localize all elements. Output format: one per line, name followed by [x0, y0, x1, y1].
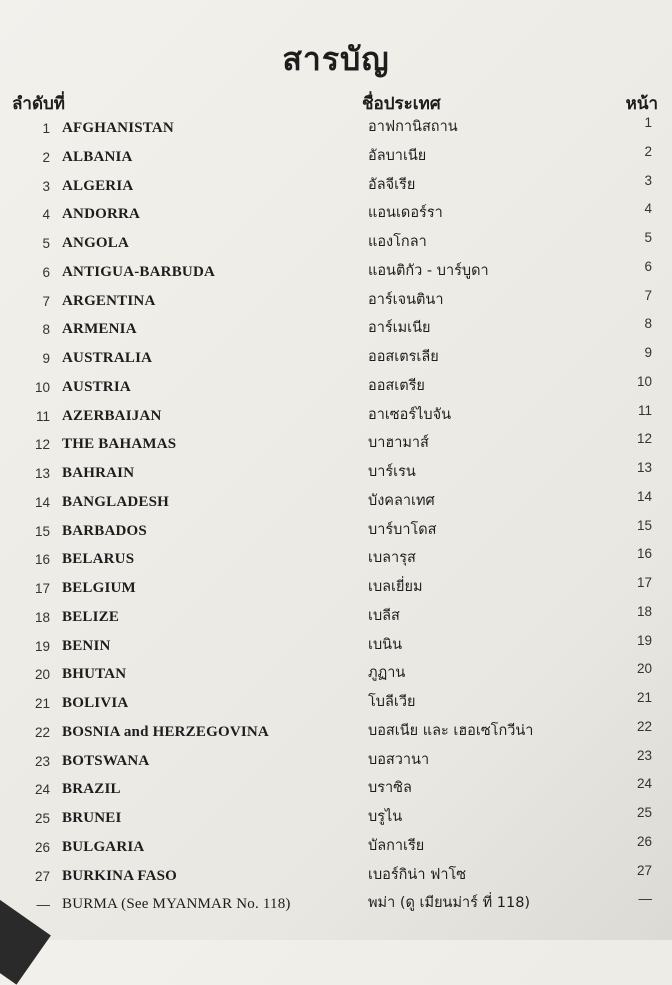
country-name-thai: อาฟกานิสถาน: [368, 119, 458, 135]
list-item: [0, 287, 672, 319]
country-name-english: AUSTRALIA: [62, 350, 153, 366]
country-name-thai: อาร์เจนตินา: [368, 291, 444, 308]
entry-number: 14: [34, 494, 50, 510]
list-item: [0, 692, 672, 721]
page-number: 6: [644, 258, 652, 274]
country-name-thai: ภูฏาน: [368, 665, 406, 682]
page-number: 12: [636, 431, 652, 447]
list-item: [0, 347, 672, 376]
country-name-thai: บราซิล: [368, 780, 412, 797]
country-name-english: THE BAHAMAS: [62, 436, 177, 453]
entry-number: 20: [34, 667, 50, 683]
page-number: 16: [636, 546, 652, 562]
page-number: 2: [644, 143, 652, 159]
header-page: หน้า: [625, 94, 658, 114]
page-number: 20: [636, 661, 652, 677]
country-name-thai: เบลเยี่ยม: [368, 579, 423, 595]
list-item: [0, 632, 672, 664]
entry-number: 4: [42, 207, 50, 223]
entry-number: 21: [34, 696, 50, 711]
entry-number: 8: [42, 322, 50, 338]
entry-number: 13: [34, 466, 50, 481]
country-name-english: BHUTAN: [62, 666, 127, 683]
entry-number: 9: [42, 351, 50, 366]
country-name-english: BELARUS: [62, 551, 135, 568]
country-name-english: BRAZIL: [62, 781, 121, 798]
entry-number: 23: [34, 753, 50, 769]
list-item: [0, 172, 672, 204]
entry-number: 27: [34, 868, 50, 884]
country-name-english: BELGIUM: [62, 580, 136, 596]
country-name-thai: เบอร์กิน่า ฟาโซ: [368, 866, 467, 883]
country-name-english: ALGERIA: [62, 177, 134, 194]
country-name-thai: บัลกาเรีย: [368, 837, 425, 854]
entry-number: 25: [34, 811, 50, 826]
list-item: [0, 517, 672, 549]
page-number: 4: [644, 201, 652, 217]
country-name-thai: บาฮามาส์: [368, 435, 429, 452]
entry-number: —: [36, 897, 50, 913]
page-title: สารบัญ: [282, 40, 390, 78]
list-item: [0, 893, 672, 922]
list-item: [0, 373, 672, 405]
country-name-english: BURMA (See MYANMAR No. 118): [62, 896, 291, 913]
page-number: 13: [636, 460, 652, 475]
entry-number: 5: [42, 236, 50, 251]
entry-number: 22: [34, 724, 50, 740]
list-item: [0, 258, 672, 290]
contents-list: [0, 117, 672, 922]
country-name-thai: อัลบาเนีย: [368, 147, 427, 164]
country-name-english: BENIN: [62, 637, 111, 654]
list-item: [0, 833, 672, 865]
list-item: [0, 402, 672, 434]
country-name-english: BOTSWANA: [62, 752, 150, 769]
country-name-english: BELIZE: [62, 608, 120, 625]
entry-number: 19: [34, 638, 50, 654]
country-name-english: ANTIGUA-BARBUDA: [62, 263, 216, 280]
page-number: 21: [636, 690, 652, 705]
entry-number: 1: [42, 121, 50, 136]
entry-number: 15: [34, 523, 50, 539]
list-item: [0, 663, 672, 692]
entry-number: 24: [34, 782, 50, 798]
country-name-english: BULGARIA: [62, 838, 145, 855]
country-name-english: ARGENTINA: [62, 292, 156, 309]
page-number: 9: [644, 345, 652, 360]
entry-number: 6: [42, 264, 50, 280]
list-item: [0, 232, 672, 261]
country-name-thai: เบลีส: [368, 607, 400, 624]
page-number: 24: [636, 776, 652, 792]
country-name-thai: แอนเดอร์รา: [368, 205, 443, 222]
country-name-thai: อาร์เมเนีย: [368, 320, 431, 337]
country-name-english: AFGHANISTAN: [62, 120, 174, 136]
country-name-english: BURKINA FASO: [62, 867, 178, 884]
page-number: 7: [644, 287, 652, 303]
header-order: ลำดับที่: [12, 94, 66, 114]
country-name-thai: พม่า (ดู เมียนม่าร์ ที่ 118): [368, 895, 531, 912]
entry-number: 12: [34, 437, 50, 453]
country-name-thai: โบลีเวีย: [368, 694, 416, 710]
country-name-thai: แอนติกัว - บาร์บูดา: [368, 262, 489, 279]
entry-number: 11: [35, 408, 50, 424]
country-name-thai: บอสเนีย และ เฮอเซโกวีน่า: [368, 722, 534, 739]
page-number: 23: [636, 747, 652, 763]
page-number: 22: [636, 718, 652, 734]
list-item: [0, 718, 672, 750]
page-number: 11: [637, 402, 652, 418]
page-number: 27: [636, 862, 652, 878]
country-name-english: BRUNEI: [62, 810, 122, 826]
list-item: [0, 747, 672, 779]
country-name-english: BARBADOS: [62, 522, 147, 539]
entry-number: 26: [34, 839, 50, 855]
country-name-english: AZERBAIJAN: [62, 407, 162, 424]
country-name-thai: บรูไน: [368, 809, 403, 825]
list-item: [0, 548, 672, 577]
country-name-english: BOSNIA and HERZEGOVINA: [62, 723, 269, 740]
page-number: 19: [636, 632, 652, 648]
country-name-thai: บาร์บาโดส: [368, 521, 437, 538]
list-item: [0, 862, 672, 894]
page-number: 25: [636, 805, 652, 820]
page-number: —: [638, 891, 652, 907]
country-name-thai: เบลารุส: [368, 550, 416, 567]
page-number: 1: [644, 115, 652, 130]
country-name-english: BANGLADESH: [62, 493, 170, 510]
list-item: [0, 203, 672, 232]
country-name-english: ANDORRA: [62, 206, 141, 223]
entry-number: 10: [34, 379, 50, 395]
page-number: 17: [636, 575, 652, 590]
list-item: [0, 143, 672, 175]
list-item: [0, 117, 672, 146]
list-item: [0, 433, 672, 462]
header-country: ชื่อประเทศ: [362, 94, 441, 114]
list-item: [0, 807, 672, 836]
country-name-thai: อาเซอร์ไบจัน: [368, 406, 452, 423]
list-item: [0, 577, 672, 606]
country-name-english: ALBANIA: [62, 148, 133, 165]
country-name-thai: อัลจีเรีย: [368, 176, 416, 193]
country-name-english: AUSTRIA: [62, 378, 131, 395]
entry-number: 2: [42, 149, 50, 165]
page-number: 5: [644, 230, 652, 245]
page-number: 15: [636, 517, 652, 533]
country-name-thai: แองโกลา: [368, 234, 427, 250]
entry-number: 17: [34, 581, 50, 596]
country-name-english: ANGOLA: [62, 235, 130, 251]
country-name-thai: เบนิน: [368, 636, 402, 653]
country-name-english: BOLIVIA: [62, 695, 129, 711]
list-item: [0, 778, 672, 807]
country-name-english: ARMENIA: [62, 321, 137, 338]
list-item: [0, 462, 672, 491]
page-number: 10: [636, 373, 652, 389]
entry-number: 16: [34, 552, 50, 568]
country-name-thai: บอสวานา: [368, 751, 430, 768]
country-name-thai: บาร์เรน: [368, 464, 416, 480]
list-item: [0, 488, 672, 520]
entry-number: 3: [42, 178, 50, 194]
country-name-english: BAHRAIN: [62, 465, 135, 481]
page-number: 18: [636, 603, 652, 619]
list-item: [0, 318, 672, 347]
page-number: 14: [636, 488, 652, 504]
list-item: [0, 603, 672, 635]
entry-number: 7: [42, 293, 50, 309]
entry-number: 18: [34, 609, 50, 625]
country-name-thai: บังคลาเทศ: [368, 492, 435, 509]
country-name-thai: ออสเตรเลีย: [368, 349, 439, 365]
country-name-thai: ออสเตรีย: [368, 377, 425, 394]
page-number: 8: [644, 316, 652, 332]
page-number: 26: [636, 833, 652, 849]
page-number: 3: [644, 172, 652, 188]
